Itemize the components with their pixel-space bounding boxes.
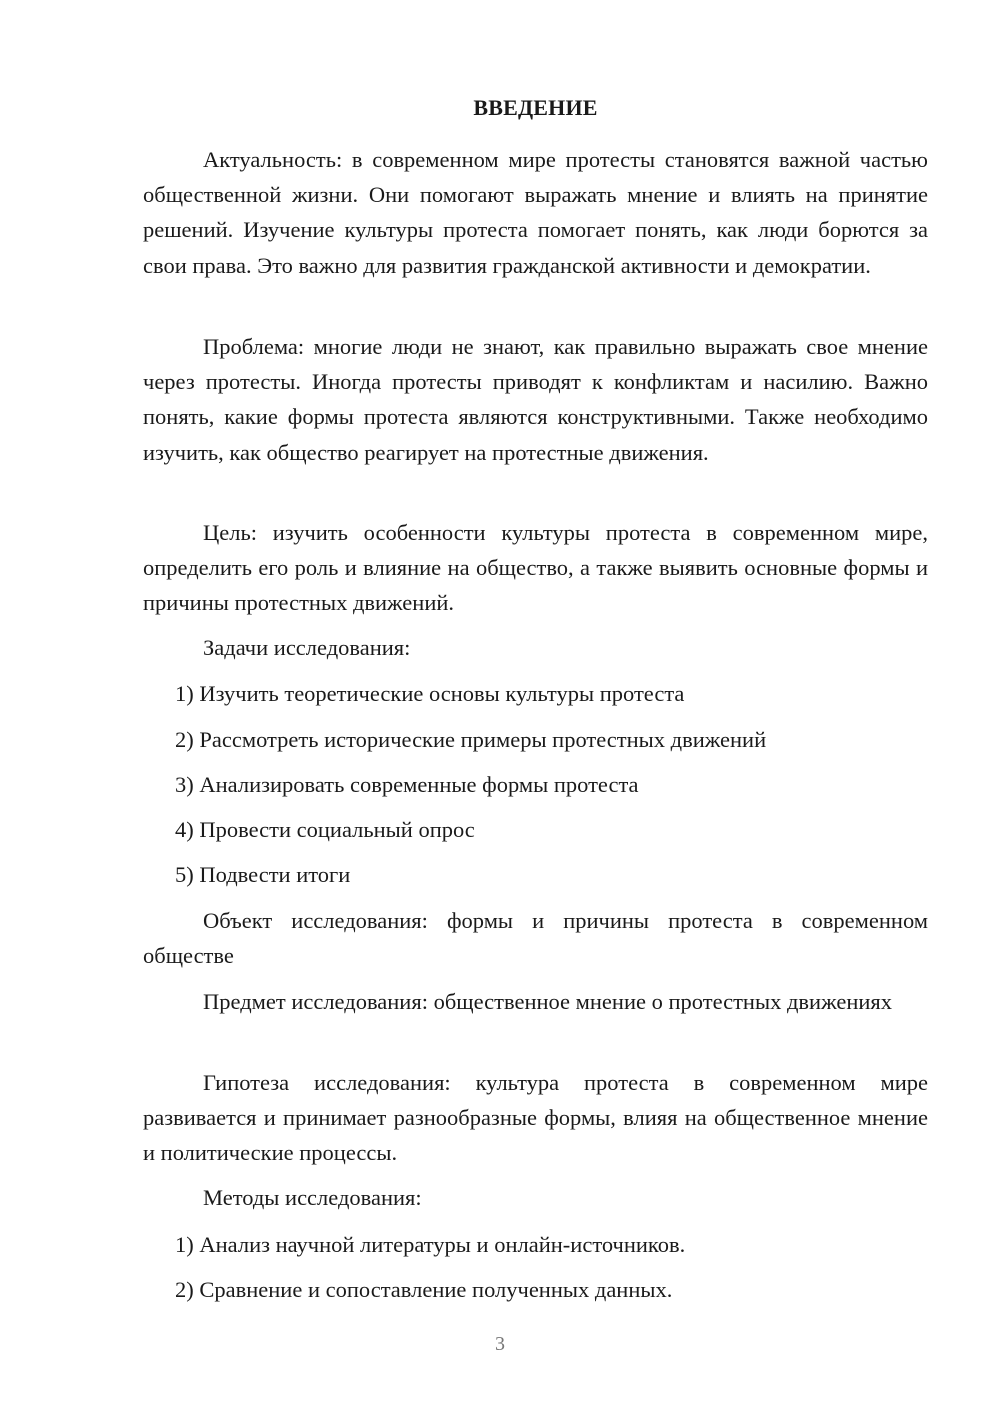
page-title: ВВЕДЕНИЕ <box>473 95 598 120</box>
task-item: 1) Изучить теоретические основы культуры протеста <box>175 681 685 706</box>
problem-paragraph: Проблема: многие люди не знают, как правильно выражать свое мнение через протесты. Иногда протесты приводят к конфликтам и насилию. Важно понять, какие формы протеста являются конструктивными. Также необходимо изучить, как общество реагирует на протестные движения. <box>143 334 928 465</box>
method-item: 2) Сравнение и сопоставление полученных данных. <box>175 1277 673 1302</box>
tasks-label: Задачи исследования: <box>203 635 411 660</box>
relevance-paragraph: Актуальность: в современном мире протесты становятся важной частью общественной жизни. Они помогают выражать мнение и влиять на принятие решений. Изучение культуры протеста помогает понять, как люди борются за свои права. Это важно для развития гражданской активности и демократии. <box>143 147 928 278</box>
page-number: 3 <box>495 1333 505 1355</box>
subject-paragraph: Предмет исследования: общественное мнение о протестных движениях <box>203 989 892 1014</box>
task-item: 2) Рассмотреть исторические примеры протестных движений <box>175 727 767 752</box>
task-item: 5) Подвести итоги <box>175 862 351 887</box>
goal-paragraph: Цель: изучить особенности культуры протеста в современном мире, определить его роль и влияние на общество, а также выявить основные формы и причины протестных движений. <box>143 520 928 616</box>
hypothesis-paragraph: Гипотеза исследования: культура протеста в современном мире развивается и принимает разнообразные формы, влияя на общественное мнение и политические процессы. <box>143 1070 928 1166</box>
method-item: 1) Анализ научной литературы и онлайн-источников. <box>175 1232 686 1257</box>
methods-label: Методы исследования: <box>203 1185 422 1210</box>
task-item: 4) Провести социальный опрос <box>175 817 475 842</box>
task-item: 3) Анализировать современные формы протеста <box>175 772 639 797</box>
object-paragraph: Объект исследования: формы и причины протеста в современном обществе <box>143 908 928 969</box>
